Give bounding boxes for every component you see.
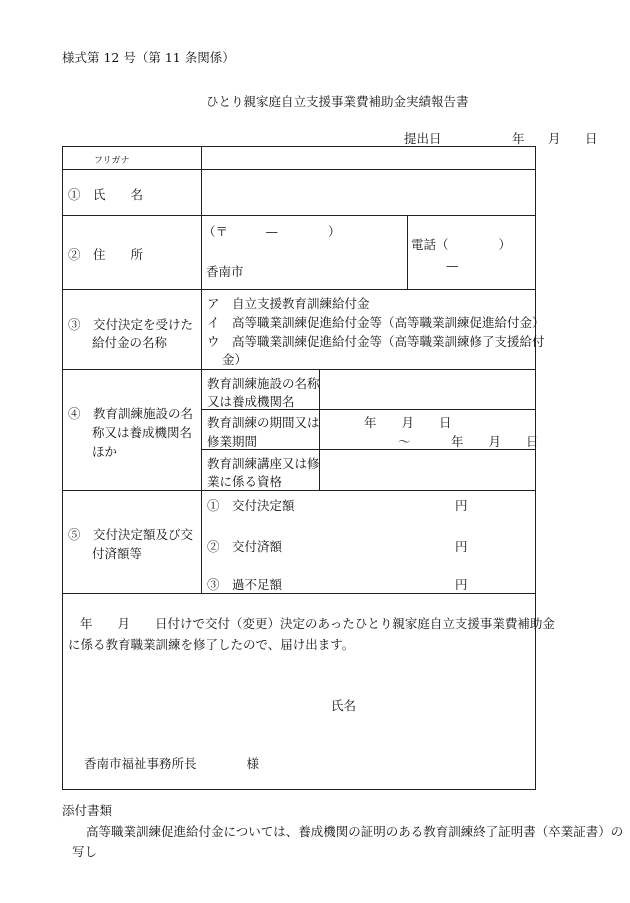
submission-day: 日: [585, 131, 598, 146]
benefit-option-i: イ 高等職業訓練促進給付金等（高等職業訓練促進給付金）: [207, 315, 545, 330]
facility-label-3: ほか: [92, 444, 118, 459]
declaration-line-2: に係る教育職業訓練を修了したので、届け出ます。: [68, 637, 355, 652]
name-label: ① 氏 名: [68, 187, 144, 202]
amount-paid: ② 交付済額: [207, 539, 283, 554]
signature-label: 氏名: [331, 698, 357, 713]
row-divider: [62, 289, 536, 290]
facility-label: ④ 教育訓練施設の名: [68, 406, 194, 421]
yen-unit: 円: [455, 577, 468, 592]
facility-label-2: 称又は養成機関名: [92, 425, 193, 440]
period-tilde: ～: [398, 434, 411, 449]
submission-month: 月: [548, 131, 561, 146]
yen-unit: 円: [455, 498, 468, 513]
facility-name-label-2: 又は養成機関名: [207, 394, 295, 409]
submission-year: 年: [512, 131, 525, 146]
address-label: ② 住 所: [68, 247, 144, 262]
attachments-line-2: 写し: [72, 844, 98, 859]
address-city: 香南市: [206, 264, 244, 279]
period-label: 教育訓練の期間又は: [207, 415, 320, 430]
benefit-label-2: 給付金の名称: [92, 335, 168, 350]
attachments-heading: 添付書類: [62, 803, 113, 818]
declaration-line-1: 年 月 日付けで交付（変更）決定のあったひとり親家庭自立支援事業費補助金: [80, 616, 555, 631]
benefit-option-u-cont: 金）: [222, 352, 248, 367]
phone-label: 電話（ ）: [411, 237, 512, 252]
amount-label: ⑤ 交付決定額及び交: [68, 527, 194, 542]
amount-label-2: 付済額等: [92, 546, 143, 561]
furigana-label: フリガナ: [94, 156, 130, 166]
column-divider: [407, 215, 408, 289]
benefit-label: ③ 交付決定を受けた: [68, 317, 194, 332]
course-field[interactable]: [320, 450, 535, 489]
period-end: 年 月 日: [451, 434, 539, 449]
attachments-line-1: 高等職業訓練促進給付金については、養成機関の証明のある教育訓練終了証明書（卒業証書）の: [86, 824, 624, 839]
course-label: 教育訓練講座又は修: [207, 456, 320, 471]
benefit-option-u: ウ 高等職業訓練促進給付金等（高等職業訓練修了支援給付: [207, 334, 545, 349]
form-number: 様式第 12 号（第 11 条関係）: [62, 50, 235, 65]
addressee: 香南市福祉事務所長 様: [84, 756, 260, 771]
row-divider: [62, 490, 536, 491]
phone-dash: —: [446, 258, 459, 273]
course-label-2: 業に係る資格: [207, 474, 283, 489]
amount-decided: ① 交付決定額: [207, 498, 295, 513]
benefit-option-a: ア 自立支援教育訓練給付金: [207, 296, 370, 311]
row-divider: [62, 215, 536, 216]
period-label-2: 修業期間: [207, 434, 258, 449]
submission-label: 提出日: [404, 131, 442, 146]
form-title: ひとり親家庭自立支援事業費補助金実績報告書: [206, 94, 469, 109]
yen-unit: 円: [455, 539, 468, 554]
postal-code: （〒 — ）: [203, 224, 341, 239]
row-divider: [62, 593, 536, 594]
period-start: 年 月 日: [364, 415, 452, 430]
facility-name-field[interactable]: [320, 370, 535, 408]
amount-difference: ③ 過不足額: [207, 577, 283, 592]
facility-name-label: 教育訓練施設の名称: [207, 376, 320, 391]
name-field[interactable]: [202, 170, 535, 214]
